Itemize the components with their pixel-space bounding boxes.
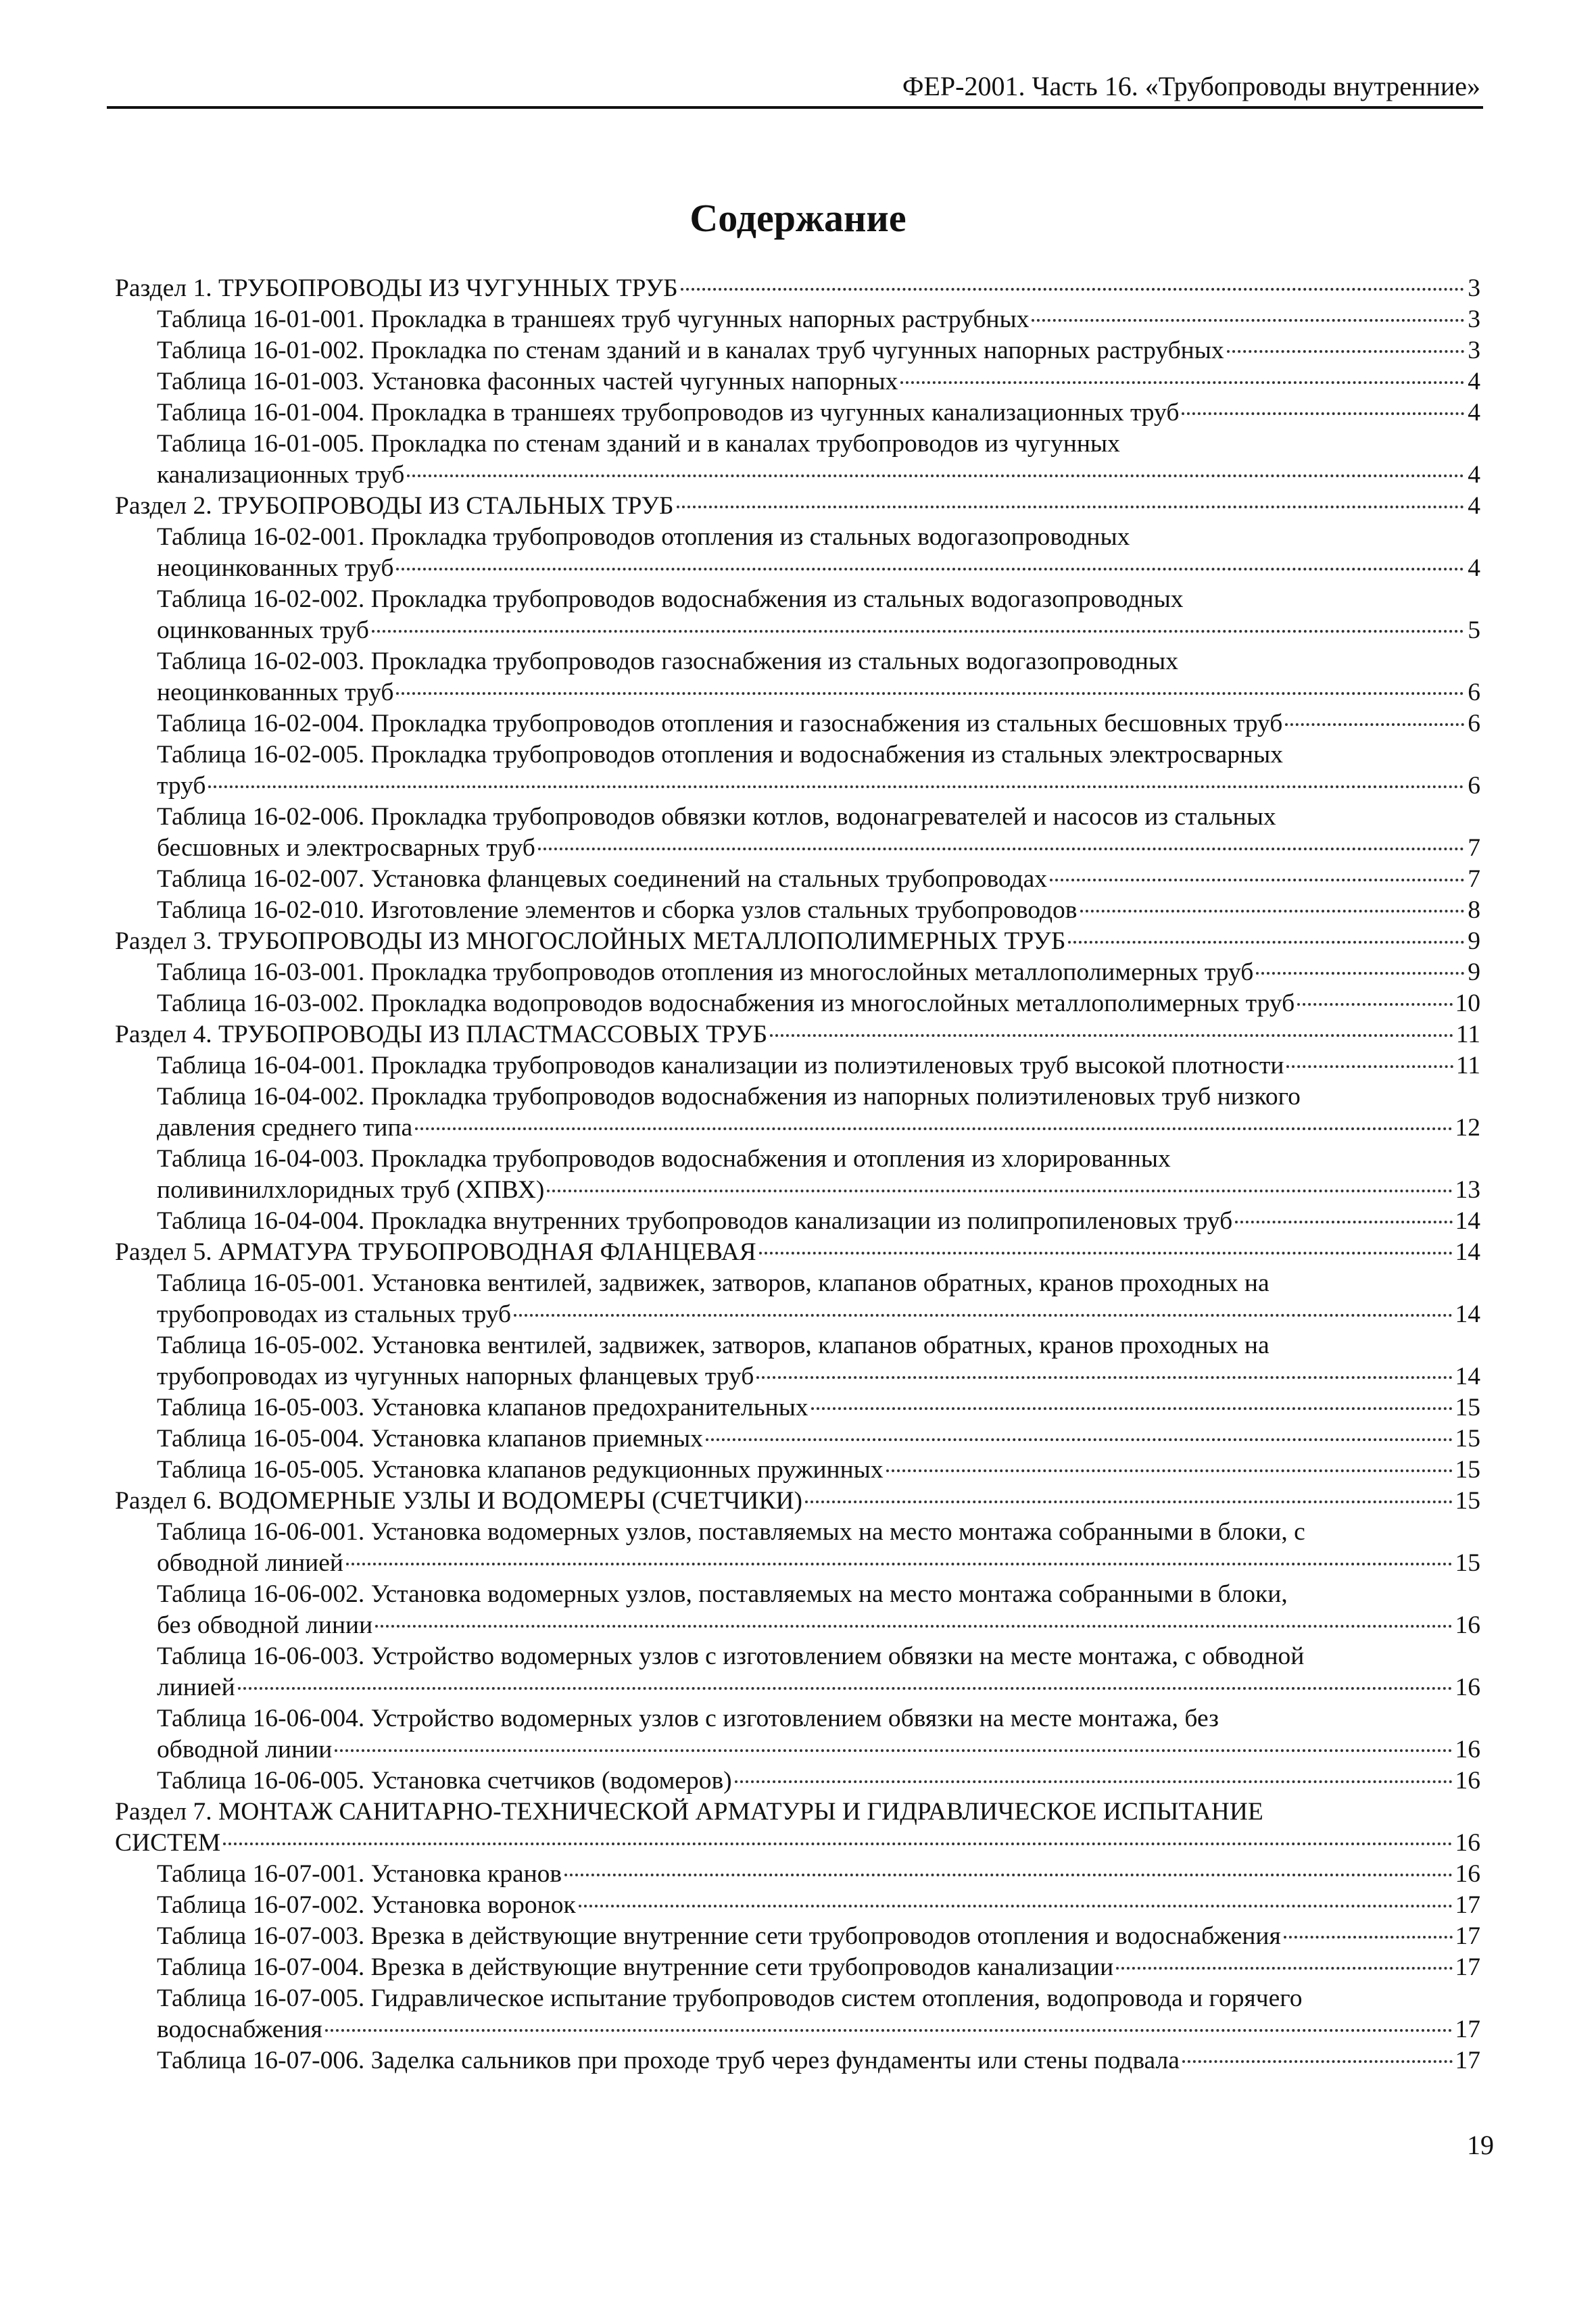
toc-entry-line bbox=[157, 1081, 1480, 1113]
toc-entry-text: без обводной линии bbox=[157, 1611, 373, 1639]
toc-table-entry bbox=[115, 708, 1480, 739]
toc-table-entry bbox=[115, 802, 1480, 864]
toc-page-number: 14 bbox=[1455, 1207, 1480, 1235]
toc-entry-text: Таблица 16-07-003. Врезка в действующие внутренние сети трубопроводов отопления и водоснабжения bbox=[157, 1922, 1281, 1950]
dot-leader bbox=[325, 2029, 1453, 2032]
toc-entry-line bbox=[157, 1268, 1480, 1299]
toc-table-entry bbox=[115, 1983, 1480, 2045]
toc-entry-line bbox=[115, 1019, 1480, 1050]
toc-entry-line bbox=[157, 957, 1480, 988]
toc-entry-text: Раздел 5. АРМАТУРА ТРУБОПРОВОДНАЯ ФЛАНЦЕВАЯ bbox=[115, 1238, 756, 1266]
toc-section-entry bbox=[115, 926, 1480, 957]
toc-entry-text: обводной линии bbox=[157, 1736, 333, 1763]
toc-entry-text: Таблица 16-05-004. Установка клапанов приемных bbox=[157, 1425, 703, 1453]
toc-entry-text: Раздел 3. ТРУБОПРОВОДЫ ИЗ МНОГОСЛОЙНЫХ МЕТАЛЛОПОЛИМЕРНЫХ ТРУБ bbox=[115, 927, 1066, 955]
toc-table-entry bbox=[115, 895, 1480, 926]
toc-entry-line bbox=[115, 1828, 1480, 1859]
toc-entry-line bbox=[157, 553, 1480, 584]
toc-entry-text: Раздел 4. ТРУБОПРОВОДЫ ИЗ ПЛАСТМАССОВЫХ ТРУБ bbox=[115, 1021, 768, 1048]
dot-leader bbox=[681, 288, 1464, 291]
toc-entry-line bbox=[157, 1579, 1480, 1610]
toc-section-entry bbox=[115, 1486, 1480, 1517]
toc-entry-line bbox=[157, 988, 1480, 1019]
toc-entry-text: оцинкованных труб bbox=[157, 616, 369, 644]
toc-entry-text: Раздел 7. МОНТАЖ САНИТАРНО-ТЕХНИЧЕСКОЙ АРМАТУРЫ И ГИДРАВЛИЧЕСКОЕ ИСПЫТАНИЕ bbox=[115, 1798, 1263, 1826]
toc-entry-line bbox=[157, 584, 1480, 615]
toc-table-entry bbox=[115, 1144, 1480, 1206]
toc-entry-line bbox=[157, 429, 1480, 460]
toc-entry-text: Раздел 1. ТРУБОПРОВОДЫ ИЗ ЧУГУННЫХ ТРУБ bbox=[115, 274, 678, 302]
toc-section-entry bbox=[115, 273, 1480, 304]
toc-page-number: 3 bbox=[1468, 306, 1480, 333]
dot-leader bbox=[900, 381, 1464, 384]
toc-table-entry bbox=[115, 1921, 1480, 1952]
toc-entry-text: Таблица 16-04-003. Прокладка трубопроводов водоснабжения и отопления из хлорированных bbox=[157, 1145, 1171, 1173]
dot-leader bbox=[1050, 879, 1464, 881]
toc-table-entry bbox=[115, 366, 1480, 397]
toc-entry-text: обводной линией bbox=[157, 1549, 343, 1577]
toc-table-entry bbox=[115, 1330, 1480, 1392]
dot-leader bbox=[706, 1438, 1453, 1441]
toc-page-number: 3 bbox=[1468, 274, 1480, 302]
toc-entry-text: бесшовных и электросварных труб bbox=[157, 834, 535, 862]
toc-page-number: 14 bbox=[1455, 1238, 1480, 1266]
toc-table-entry bbox=[115, 739, 1480, 802]
page-number: 19 bbox=[1467, 2130, 1494, 2160]
toc-entry-line bbox=[157, 460, 1480, 491]
toc-page-number: 15 bbox=[1455, 1549, 1480, 1577]
toc-table-entry bbox=[115, 864, 1480, 895]
toc-entry-line bbox=[115, 273, 1480, 304]
toc-table-entry bbox=[115, 1050, 1480, 1081]
toc-table-entry bbox=[115, 957, 1480, 988]
toc-entry-line bbox=[157, 1206, 1480, 1237]
toc-entry-line bbox=[157, 1517, 1480, 1548]
toc-entry-line bbox=[157, 771, 1480, 802]
toc-entry-line bbox=[157, 1703, 1480, 1734]
toc-entry-text: Таблица 16-01-004. Прокладка в траншеях трубопроводов из чугунных канализационных труб bbox=[157, 399, 1180, 427]
toc-table-entry bbox=[115, 1423, 1480, 1455]
dot-leader bbox=[1285, 723, 1464, 726]
toc-table-entry bbox=[115, 1703, 1480, 1765]
toc-table-entry bbox=[115, 988, 1480, 1019]
toc-page-number: 16 bbox=[1455, 1767, 1480, 1795]
toc-entry-text: трубопроводах из стальных труб bbox=[157, 1300, 512, 1328]
toc-entry-text: Таблица 16-06-002. Установка водомерных узлов, поставляемых на место монтажа собранными в блоки, bbox=[157, 1580, 1288, 1608]
toc-entry-line bbox=[157, 739, 1480, 771]
toc-page-number: 8 bbox=[1468, 896, 1480, 924]
table-of-contents bbox=[115, 273, 1480, 2076]
toc-page-number: 4 bbox=[1468, 368, 1480, 395]
toc-entry-line bbox=[157, 677, 1480, 708]
toc-page-number: 11 bbox=[1455, 1021, 1480, 1048]
toc-entry-line bbox=[157, 1921, 1480, 1952]
toc-entry-text: Раздел 2. ТРУБОПРОВОДЫ ИЗ СТАЛЬНЫХ ТРУБ bbox=[115, 492, 674, 520]
toc-entry-text: Раздел 6. ВОДОМЕРНЫЕ УЗЛЫ И ВОДОМЕРЫ (СЧЕТЧИКИ) bbox=[115, 1487, 803, 1515]
toc-entry-line bbox=[115, 926, 1480, 957]
dot-leader bbox=[1235, 1221, 1452, 1223]
toc-page-number: 9 bbox=[1468, 958, 1480, 986]
toc-entry-line bbox=[157, 1392, 1480, 1423]
dot-leader bbox=[208, 785, 1464, 788]
toc-entry-line bbox=[157, 1890, 1480, 1921]
toc-table-entry bbox=[115, 1890, 1480, 1921]
toc-entry-text: Таблица 16-04-004. Прокладка внутренних трубопроводов канализации из полипропиленовых труб bbox=[157, 1207, 1233, 1235]
toc-entry-line bbox=[115, 491, 1480, 522]
dot-leader bbox=[346, 1563, 1453, 1565]
toc-entry-line bbox=[157, 646, 1480, 677]
toc-table-entry bbox=[115, 1392, 1480, 1423]
dot-leader bbox=[396, 692, 1464, 695]
toc-entry-text: Таблица 16-05-005. Установка клапанов редукционных пружинных bbox=[157, 1456, 884, 1484]
dot-leader bbox=[538, 848, 1464, 850]
toc-page-number: 13 bbox=[1455, 1176, 1480, 1204]
toc-entry-line bbox=[157, 1983, 1480, 2014]
toc-entry-text: Таблица 16-07-006. Заделка сальников при проходе труб через фундаменты или стены подвала bbox=[157, 2047, 1180, 2074]
toc-page-number: 14 bbox=[1455, 1363, 1480, 1390]
toc-entry-line bbox=[157, 2045, 1480, 2076]
toc-entry-text: неоцинкованных труб bbox=[157, 554, 394, 582]
toc-page-number: 17 bbox=[1455, 1891, 1480, 1919]
dot-leader bbox=[1297, 1003, 1452, 1006]
toc-page-number: 15 bbox=[1455, 1425, 1480, 1453]
dot-leader bbox=[1256, 972, 1464, 975]
toc-entry-line bbox=[157, 1050, 1480, 1081]
toc-entry-line bbox=[157, 833, 1480, 864]
toc-entry-line bbox=[157, 1330, 1480, 1361]
toc-table-entry bbox=[115, 1206, 1480, 1237]
toc-page-number: 3 bbox=[1468, 337, 1480, 364]
toc-entry-line bbox=[157, 1610, 1480, 1641]
dot-leader bbox=[415, 1127, 1452, 1130]
toc-entry-line bbox=[157, 1175, 1480, 1206]
toc-entry-text: Таблица 16-06-005. Установка счетчиков (водомеров) bbox=[157, 1767, 732, 1795]
dot-leader bbox=[223, 1843, 1452, 1845]
toc-page-number: 17 bbox=[1455, 1953, 1480, 1981]
dot-leader bbox=[238, 1687, 1453, 1690]
dot-leader bbox=[1068, 941, 1464, 944]
toc-table-entry bbox=[115, 1641, 1480, 1703]
toc-table-entry bbox=[115, 397, 1480, 429]
header-rule bbox=[107, 106, 1483, 109]
toc-page-number: 16 bbox=[1455, 1611, 1480, 1639]
dot-leader bbox=[407, 474, 1464, 477]
toc-entry-text: Таблица 16-02-002. Прокладка трубопроводов водоснабжения из стальных водогазопроводных bbox=[157, 585, 1184, 613]
toc-entry-text: Таблица 16-06-001. Установка водомерных узлов, поставляемых на место монтажа собранными в блоки, с bbox=[157, 1518, 1305, 1546]
dot-leader bbox=[735, 1780, 1453, 1783]
toc-page-number: 11 bbox=[1455, 1052, 1480, 1079]
toc-page-number: 6 bbox=[1468, 772, 1480, 800]
toc-entry-line bbox=[157, 366, 1480, 397]
toc-page-number: 5 bbox=[1468, 616, 1480, 644]
toc-table-entry bbox=[115, 1455, 1480, 1486]
toc-page-number: 15 bbox=[1455, 1394, 1480, 1421]
dot-leader bbox=[805, 1501, 1452, 1503]
toc-page-number: 4 bbox=[1468, 461, 1480, 489]
toc-table-entry bbox=[115, 1952, 1480, 1983]
toc-page-number: 10 bbox=[1455, 990, 1480, 1017]
toc-page-number: 6 bbox=[1468, 710, 1480, 737]
dot-leader bbox=[1227, 350, 1464, 353]
toc-entry-line bbox=[157, 522, 1480, 553]
toc-entry-text: Таблица 16-02-004. Прокладка трубопроводов отопления и газоснабжения из стальных бесшовных труб bbox=[157, 710, 1283, 737]
toc-table-entry bbox=[115, 584, 1480, 646]
toc-entry-line bbox=[157, 397, 1480, 429]
dot-leader bbox=[677, 506, 1464, 508]
toc-entry-line bbox=[157, 1952, 1480, 1983]
toc-table-entry bbox=[115, 335, 1480, 366]
toc-page-number: 15 bbox=[1455, 1487, 1480, 1515]
toc-entry-text: Таблица 16-07-002. Установка воронок bbox=[157, 1891, 576, 1919]
toc-entry-text: Таблица 16-02-005. Прокладка трубопроводов отопления и водоснабжения из стальных электросварных bbox=[157, 741, 1284, 769]
toc-entry-line bbox=[115, 1237, 1480, 1268]
toc-page-number: 9 bbox=[1468, 927, 1480, 955]
dot-leader bbox=[1116, 1967, 1452, 1970]
dot-leader bbox=[1284, 1936, 1453, 1939]
toc-table-entry bbox=[115, 522, 1480, 584]
toc-page-number: 4 bbox=[1468, 492, 1480, 520]
toc-entry-text: Таблица 16-02-006. Прокладка трубопроводов обвязки котлов, водонагревателей и насосов из стальных bbox=[157, 803, 1276, 831]
toc-entry-text: Таблица 16-02-007. Установка фланцевых соединений на стальных трубопроводах bbox=[157, 865, 1048, 893]
toc-page-number: 17 bbox=[1455, 2047, 1480, 2074]
toc-entry-text: Таблица 16-03-002. Прокладка водопроводов водоснабжения из многослойных металлополимерных труб bbox=[157, 990, 1295, 1017]
toc-entry-line bbox=[157, 615, 1480, 646]
toc-entry-text: Таблица 16-05-003. Установка клапанов предохранительных bbox=[157, 1394, 808, 1421]
toc-entry-line bbox=[157, 864, 1480, 895]
dot-leader bbox=[1182, 2060, 1453, 2063]
toc-entry-text: Таблица 16-07-004. Врезка в действующие внутренние сети трубопроводов канализации bbox=[157, 1953, 1114, 1981]
toc-table-entry bbox=[115, 1268, 1480, 1330]
dot-leader bbox=[335, 1749, 1452, 1752]
toc-entry-text: канализационных труб bbox=[157, 461, 405, 489]
toc-page-number: 4 bbox=[1468, 554, 1480, 582]
toc-entry-line bbox=[157, 1361, 1480, 1392]
toc-entry-text: Таблица 16-06-004. Устройство водомерных узлов с изготовлением обвязки на месте монтажа, без bbox=[157, 1705, 1219, 1732]
toc-page-number: 16 bbox=[1455, 1829, 1480, 1857]
toc-page-number: 14 bbox=[1455, 1300, 1480, 1328]
toc-entry-text: Таблица 16-01-005. Прокладка по стенам зданий и в каналах трубопроводов из чугунных bbox=[157, 430, 1120, 458]
toc-section-entry bbox=[115, 1019, 1480, 1050]
toc-entry-text: СИСТЕМ bbox=[115, 1829, 221, 1857]
dot-leader bbox=[372, 630, 1464, 633]
dot-leader bbox=[514, 1314, 1452, 1317]
running-header: ФЕР-2001. Часть 16. «Трубопроводы внутренние» bbox=[902, 71, 1480, 101]
toc-entry-text: Таблица 16-06-003. Устройство водомерных узлов с изготовлением обвязки на месте монтажа, с обводной bbox=[157, 1642, 1305, 1670]
toc-table-entry bbox=[115, 429, 1480, 491]
toc-table-entry bbox=[115, 646, 1480, 708]
toc-entry-line bbox=[157, 1548, 1480, 1579]
dot-leader bbox=[1286, 1065, 1453, 1068]
toc-table-entry bbox=[115, 2045, 1480, 2076]
dot-leader bbox=[1032, 319, 1464, 322]
toc-entry-line bbox=[157, 708, 1480, 739]
toc-entry-text: Таблица 16-01-001. Прокладка в траншеях труб чугунных напорных раструбных bbox=[157, 306, 1030, 333]
toc-entry-line bbox=[157, 802, 1480, 833]
toc-entry-line bbox=[157, 1144, 1480, 1175]
toc-entry-line bbox=[157, 1299, 1480, 1330]
toc-table-entry bbox=[115, 1765, 1480, 1797]
toc-entry-text: водоснабжения bbox=[157, 2016, 322, 2043]
toc-entry-line bbox=[157, 335, 1480, 366]
toc-entry-line bbox=[157, 1113, 1480, 1144]
toc-entry-line bbox=[157, 895, 1480, 926]
toc-page-number: 16 bbox=[1455, 1736, 1480, 1763]
dot-leader bbox=[759, 1252, 1453, 1254]
toc-entry-text: трубопроводах из чугунных напорных фланцевых труб bbox=[157, 1363, 754, 1390]
toc-table-entry bbox=[115, 1859, 1480, 1890]
toc-entry-text: Таблица 16-04-002. Прокладка трубопроводов водоснабжения из напорных полиэтиленовых труб низкого bbox=[157, 1083, 1301, 1111]
dot-leader bbox=[396, 568, 1464, 570]
toc-page-number: 7 bbox=[1468, 865, 1480, 893]
page-title: Содержание bbox=[690, 196, 906, 240]
dot-leader bbox=[1080, 910, 1465, 912]
toc-page-number: 16 bbox=[1455, 1860, 1480, 1888]
toc-entry-text: неоцинкованных труб bbox=[157, 679, 394, 706]
toc-page-number: 17 bbox=[1455, 1922, 1480, 1950]
dot-leader bbox=[770, 1034, 1453, 1037]
dot-leader bbox=[579, 1905, 1453, 1907]
toc-page-number: 17 bbox=[1455, 2016, 1480, 2043]
dot-leader bbox=[547, 1190, 1452, 1192]
toc-entry-text: Таблица 16-01-003. Установка фасонных частей чугунных напорных bbox=[157, 368, 898, 395]
toc-table-entry bbox=[115, 1081, 1480, 1144]
toc-page-number: 7 bbox=[1468, 834, 1480, 862]
toc-section-entry bbox=[115, 491, 1480, 522]
toc-entry-line bbox=[115, 1797, 1480, 1828]
toc-section-entry bbox=[115, 1797, 1480, 1859]
toc-entry-line bbox=[157, 1641, 1480, 1672]
toc-page-number: 15 bbox=[1455, 1456, 1480, 1484]
toc-entry-line bbox=[157, 1734, 1480, 1765]
toc-table-entry bbox=[115, 1517, 1480, 1579]
toc-table-entry bbox=[115, 304, 1480, 335]
toc-entry-line bbox=[157, 1455, 1480, 1486]
toc-entry-text: линией bbox=[157, 1674, 235, 1701]
dot-leader bbox=[886, 1469, 1453, 1472]
toc-entry-text: Таблица 16-05-001. Установка вентилей, задвижек, затворов, клапанов обратных, кранов проходных на bbox=[157, 1269, 1269, 1297]
toc-table-entry bbox=[115, 1579, 1480, 1641]
toc-entry-line bbox=[157, 1672, 1480, 1703]
toc-entry-line bbox=[157, 2014, 1480, 2045]
dot-leader bbox=[375, 1625, 1452, 1628]
toc-page-number: 4 bbox=[1468, 399, 1480, 427]
toc-entry-line bbox=[157, 1765, 1480, 1797]
toc-page-number: 16 bbox=[1455, 1674, 1480, 1701]
dot-leader bbox=[564, 1874, 1452, 1876]
toc-entry-text: Таблица 16-02-003. Прокладка трубопроводов газоснабжения из стальных водогазопроводных bbox=[157, 648, 1178, 675]
toc-page-number: 6 bbox=[1468, 679, 1480, 706]
toc-entry-text: давления среднего типа bbox=[157, 1114, 413, 1142]
toc-entry-text: Таблица 16-07-005. Гидравлическое испытание трубопроводов систем отопления, водопровода и горячего bbox=[157, 1984, 1303, 2012]
toc-entry-text: Таблица 16-02-010. Изготовление элементов и сборка узлов стальных трубопроводов bbox=[157, 896, 1078, 924]
toc-entry-line bbox=[115, 1486, 1480, 1517]
toc-entry-line bbox=[157, 1423, 1480, 1455]
toc-entry-text: труб bbox=[157, 772, 206, 800]
dot-leader bbox=[756, 1376, 1452, 1379]
toc-entry-text: Таблица 16-04-001. Прокладка трубопроводов канализации из полиэтиленовых труб высокой плотности bbox=[157, 1052, 1284, 1079]
toc-entry-text: Таблица 16-03-001. Прокладка трубопроводов отопления из многослойных металлополимерных труб bbox=[157, 958, 1254, 986]
dot-leader bbox=[1182, 412, 1464, 415]
toc-entry-text: поливинилхлоридных труб (ХПВХ) bbox=[157, 1176, 545, 1204]
toc-entry-text: Таблица 16-07-001. Установка кранов bbox=[157, 1860, 562, 1888]
toc-entry-text: Таблица 16-01-002. Прокладка по стенам зданий и в каналах труб чугунных напорных раструбных bbox=[157, 337, 1224, 364]
toc-entry-line bbox=[157, 304, 1480, 335]
toc-section-entry bbox=[115, 1237, 1480, 1268]
toc-entry-line bbox=[157, 1859, 1480, 1890]
dot-leader bbox=[811, 1407, 1453, 1410]
toc-page-number: 12 bbox=[1455, 1114, 1480, 1142]
toc-entry-text: Таблица 16-02-001. Прокладка трубопроводов отопления из стальных водогазопроводных bbox=[157, 523, 1130, 551]
toc-entry-text: Таблица 16-05-002. Установка вентилей, задвижек, затворов, клапанов обратных, кранов проходных на bbox=[157, 1332, 1269, 1359]
